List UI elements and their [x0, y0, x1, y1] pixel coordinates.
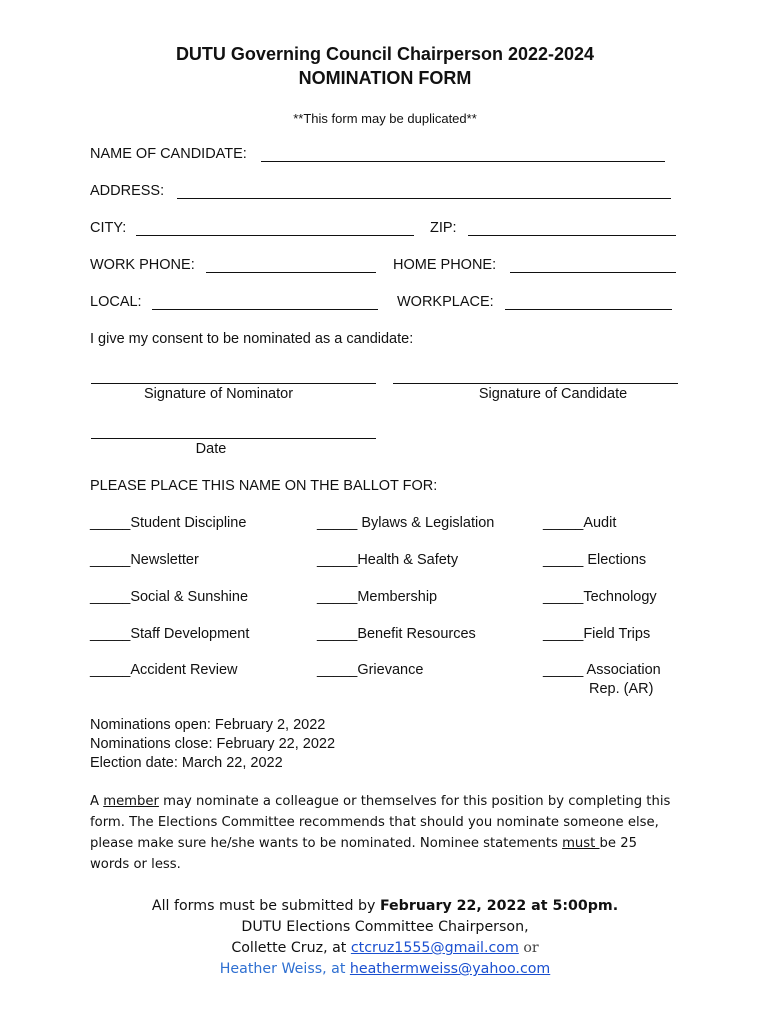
workplace-line[interactable] — [505, 309, 672, 310]
address-label: ADDRESS: — [90, 183, 165, 199]
contact-name: Heather Weiss, at — [219, 961, 350, 977]
nominations-close: Nominations close: February 22, 2022 — [90, 736, 336, 752]
duplicate-note: **This form may be duplicated** — [293, 111, 477, 126]
ballot-option[interactable]: _____Accident Review — [90, 662, 238, 678]
home-phone-label: HOME PHONE: — [393, 257, 497, 273]
ballot-heading: PLEASE PLACE THIS NAME ON THE BALLOT FOR: — [90, 478, 438, 494]
form-subtitle: NOMINATION FORM — [298, 68, 472, 88]
ballot-option[interactable]: _____ Association — [543, 662, 661, 678]
paragraph-text: A — [90, 794, 104, 809]
candidate-signature-label: Signature of Candidate — [478, 386, 628, 402]
city-line[interactable] — [136, 235, 414, 236]
home-phone-line[interactable] — [510, 272, 676, 273]
ballot-option[interactable]: _____Staff Development — [90, 626, 250, 642]
local-line[interactable] — [152, 309, 378, 310]
ballot-option[interactable]: _____Field Trips — [543, 626, 651, 642]
nominations-open: Nominations open: February 2, 2022 — [90, 717, 326, 733]
date-label: Date — [195, 441, 227, 457]
consent-text: I give my consent to be nominated as a candidate: — [90, 331, 414, 347]
address-line[interactable] — [177, 198, 671, 199]
ballot-option[interactable]: _____Newsletter — [90, 552, 199, 568]
ballot-option[interactable]: _____Audit — [543, 515, 617, 531]
ballot-option[interactable]: _____Grievance — [317, 662, 424, 678]
deadline-text: All forms must be submitted by — [151, 898, 380, 914]
instructions-paragraph — [90, 791, 690, 875]
ballot-option[interactable]: _____Membership — [317, 589, 438, 605]
paragraph-text: words or less. — [90, 857, 181, 872]
or-text: or — [518, 940, 539, 956]
date-line[interactable] — [91, 438, 376, 439]
ballot-option[interactable]: _____ Bylaws & Legislation — [317, 515, 495, 531]
name-line[interactable] — [261, 161, 665, 162]
email-link-collette[interactable]: ctcruz1555@gmail.com — [350, 940, 519, 956]
city-label: CITY: — [90, 220, 127, 236]
ballot-option[interactable]: _____Technology — [543, 589, 657, 605]
committee-title: DUTU Elections Committee Chairperson, — [241, 919, 529, 935]
nominator-signature-label: Signature of Nominator — [143, 386, 294, 402]
ballot-option[interactable]: _____Social & Sunshine — [90, 589, 249, 605]
ballot-option[interactable]: _____Health & Safety — [317, 552, 459, 568]
name-label: NAME OF CANDIDATE: — [90, 146, 247, 162]
work-phone-label: WORK PHONE: — [90, 257, 195, 273]
ballot-option[interactable]: _____ Elections — [543, 552, 647, 568]
work-phone-line[interactable] — [206, 272, 376, 273]
nominator-signature-line[interactable] — [91, 383, 376, 384]
deadline-date: February 22, 2022 at 5:00pm. — [379, 898, 619, 914]
email-link-heather[interactable]: heathermweiss@yahoo.com — [349, 961, 551, 977]
zip-line[interactable] — [468, 235, 676, 236]
paragraph-text: please make sure he/she wants to be nominated. Nominee statements — [90, 836, 563, 851]
election-date: Election date: March 22, 2022 — [90, 755, 283, 771]
candidate-signature-line[interactable] — [393, 383, 678, 384]
contact-name: Collette Cruz, at — [231, 940, 351, 956]
local-label: LOCAL: — [90, 294, 142, 310]
paragraph-text: form. The Elections Committee recommends that should you nominate someone else, — [90, 815, 659, 830]
contact-collette — [0, 938, 770, 959]
member-emphasis: member — [103, 794, 159, 809]
ballot-option[interactable]: _____Benefit Resources — [317, 626, 476, 642]
paragraph-text: be 25 — [599, 836, 637, 851]
form-title: DUTU Governing Council Chairperson 2022-2024 — [175, 44, 595, 64]
contact-heather — [0, 959, 770, 980]
must-emphasis: must — [562, 836, 600, 851]
submission-deadline — [0, 896, 770, 917]
ballot-option-continuation: Rep. (AR) — [589, 681, 654, 697]
workplace-label: WORKPLACE: — [397, 294, 494, 310]
zip-label: ZIP: — [430, 220, 457, 236]
ballot-option[interactable]: _____Student Discipline — [90, 515, 247, 531]
paragraph-text: may nominate a colleague or themselves for this position by completing this — [158, 794, 671, 809]
